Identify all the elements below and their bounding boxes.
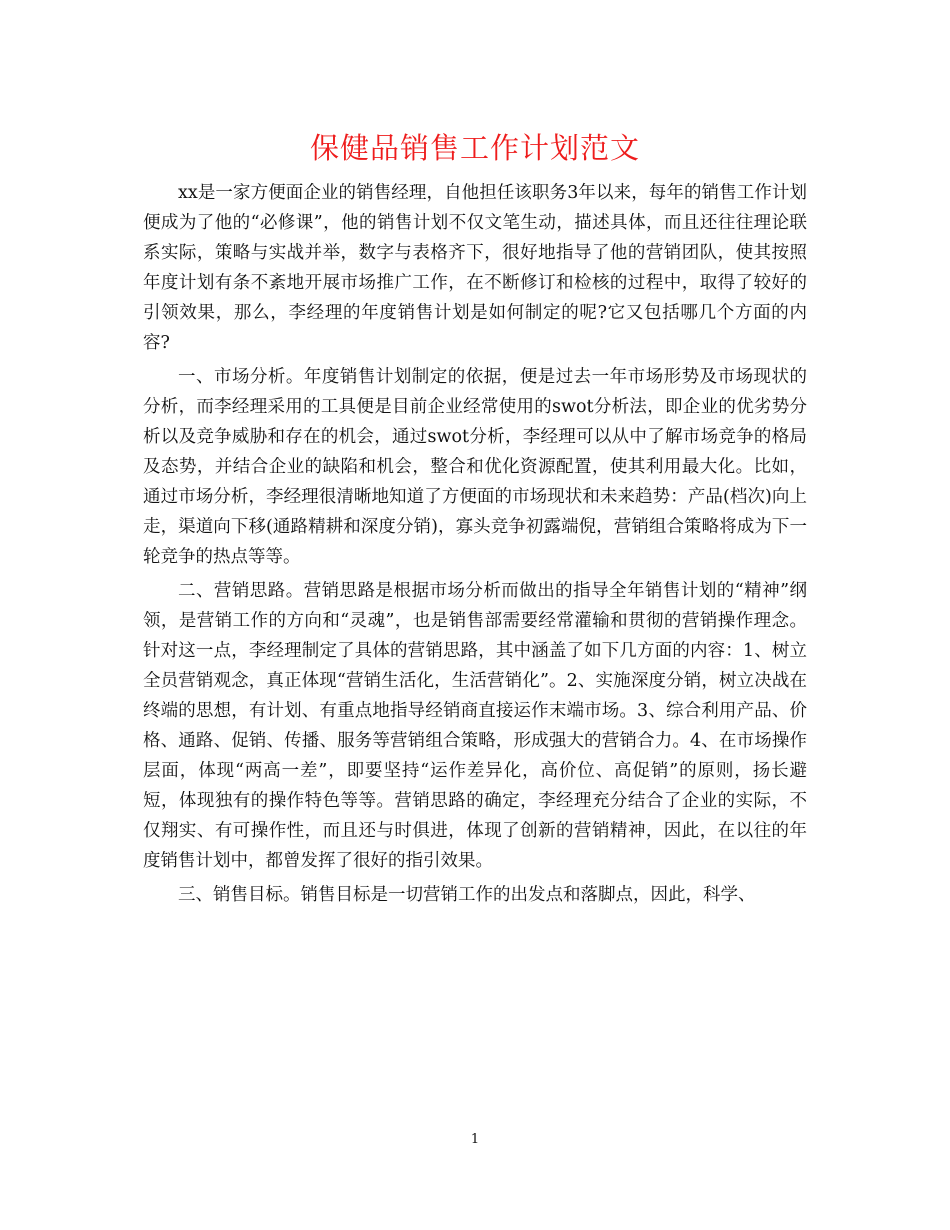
document-body [143,178,807,914]
page-number: 1 [470,1132,480,1147]
paragraph-intro: xx是一家方便面企业的销售经理，自他担任该职务3年以来，每年的销售工作计划便成为了他的“必修课”，他的销售计划不仅文笔生动，描述具体，而且还往往理论联系实际，策略与实战并举，数字与表格齐下，很好地指导了他的营销团队，使其按照年度计划有条不紊地开展市场推广工作，在不断修订和检核的过程中，取得了较好的引领效果，那么，李经理的年度销售计划是如何制定的呢?它又包括哪几个方面的内容? [143,183,807,353]
paragraph-market-analysis: 一、市场分析。年度销售计划制定的依据，便是过去一年市场形势及市场现状的分析，而李经理采用的工具便是目前企业经常使用的swot分析法，即企业的优劣势分析以及竞争威胁和存在的机会，通过swot分析，李经理可以从中了解市场竞争的格局及态势，并结合企业的缺陷和机会，整合和优化资源配置，使其利用最大化。比如，通过市场分析，李经理很清晰地知道了方便面的市场现状和未来趋势：产品(档次)向上走，渠道向下移(通路精耕和深度分销)，寡头竞争初露端倪，营销组合策略将成为下一轮竞争的热点等等。 [143,367,807,567]
document-title: 保健品销售工作计划范文 [309,131,640,165]
paragraph-marketing-ideas: 二、营销思路。营销思路是根据市场分析而做出的指导全年销售计划的“精神”纲领，是营销工作的方向和“灵魂”，也是销售部需要经常灌输和贯彻的营销操作理念。针对这一点，李经理制定了具体的营销思路，其中涵盖了如下几方面的内容：1、树立全员营销观念，真正体现“营销生活化，生活营销化”。2、实施深度分销，树立决战在终端的思想，有计划、有重点地指导经销商直接运作末端市场。3、综合利用产品、价格、通路、促销、传播、服务等营销组合策略，形成强大的营销合力。4、在市场操作层面，体现“两高一差”，即要坚持“运作差异化，高价位、高促销”的原则，扬长避短，体现独有的操作特色等等。营销思路的确定，李经理充分结合了企业的实际，不仅翔实、有可操作性，而且还与时俱进，体现了创新的营销精神，因此，在以往的年度销售计划中，都曾发挥了很好的指引效果。 [143,581,807,871]
paragraph-sales-target: 三、销售目标。销售目标是一切营销工作的出发点和落脚点，因此，科学、 [178,885,756,905]
